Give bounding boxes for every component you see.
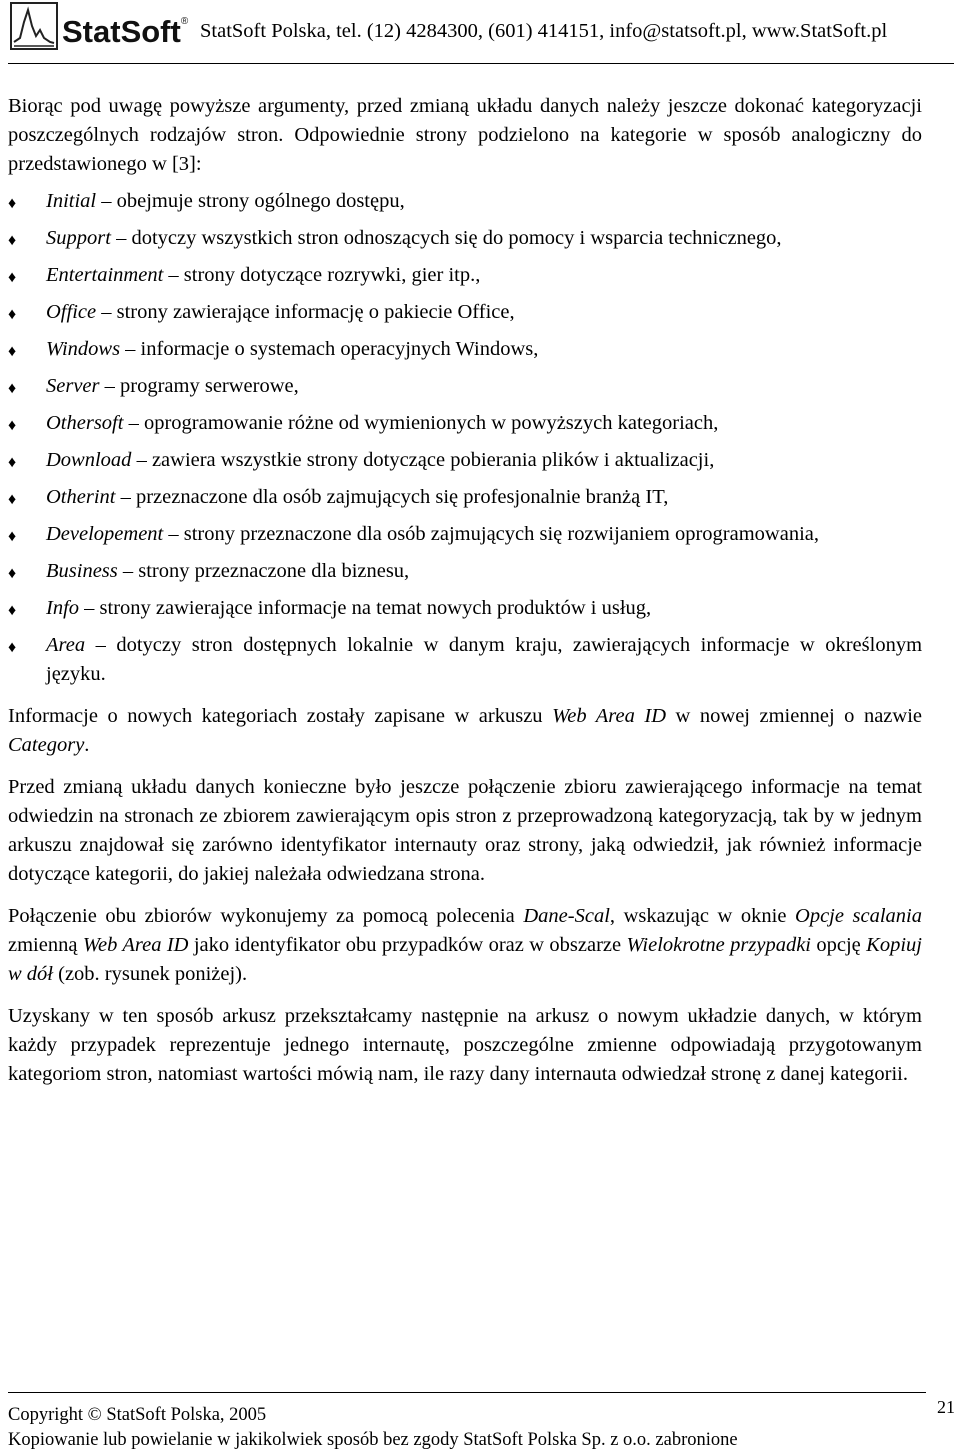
diamond-bullet-icon: ♦ <box>8 232 17 249</box>
diamond-bullet-icon: ♦ <box>8 343 17 360</box>
diamond-bullet-icon: ♦ <box>8 491 17 508</box>
category-item: ♦ Windows – informacje o systemach operacyjnych Windows, <box>8 335 922 364</box>
category-list <box>8 187 922 689</box>
category-item: ♦ Office – strony zawierające informację o pakiecie Office, <box>8 298 922 327</box>
diamond-bullet-icon: ♦ <box>8 602 17 619</box>
category-item: ♦ Developement – strony przeznaczone dla osób zajmujących się rozwijaniem oprogramowania, <box>8 520 922 549</box>
category-item: ♦ Business – strony przeznaczone dla biznesu, <box>8 557 922 586</box>
category-item: ♦ Othersoft – oprogramowanie różne od wymienionych w powyższych kategoriach, <box>8 409 922 438</box>
category-item: ♦ Info – strony zawierające informacje na temat nowych produktów i usług, <box>8 594 922 623</box>
intro-paragraph: Biorąc pod uwagę powyższe argumenty, przed zmianą układu danych należy jeszcze dokonać kategoryzacji poszczególnych rodzajów stron. Odpowiednie strony podzielono na kategorie w sposób analogiczny do przedstawionego w [3]: <box>8 95 922 175</box>
diamond-bullet-icon: ♦ <box>8 195 17 212</box>
merge-requirement-paragraph: Przed zmianą układu danych konieczne było jeszcze połączenie zbioru zawierającego informacje na temat odwiedzin na stronach ze zbiorem zawierającym opis stron z przeprowadzoną kategoryzacją, tak by w jednym arkuszu znajdował się zarówno identyfikator internauty oraz strony, jaką odwiedził, jak również informacje dotyczące kategorii, do jakiej należała odwiedzana strona. <box>8 776 922 885</box>
diamond-bullet-icon: ♦ <box>8 269 17 286</box>
diamond-bullet-icon: ♦ <box>8 565 17 582</box>
footer-notice: Kopiowanie lub powielanie w jakikolwiek sposób bez zgody StatSoft Polska Sp. z o.o. zabronione <box>8 1430 738 1450</box>
statsoft-logo-icon <box>10 2 58 50</box>
diamond-bullet-icon: ♦ <box>8 528 17 545</box>
statsoft-logo-text: StatSoft® <box>62 14 189 49</box>
header-contact: StatSoft Polska, tel. (12) 4284300, (601) 414151, info@statsoft.pl, www.StatSoft.pl <box>200 20 888 42</box>
diamond-bullet-icon: ♦ <box>8 639 17 656</box>
header-divider <box>8 63 954 64</box>
diamond-bullet-icon: ♦ <box>8 454 17 471</box>
page-number: 21 <box>937 1397 955 1417</box>
merge-procedure-paragraph: Połączenie obu zbiorów wykonujemy za pomocą polecenia Dane-Scal, wskazując w oknie Opcje scalania zmienną Web Area ID jako identyfikator obu przypadków oraz w obszarze Wielokrotne przypadki opcję Kopiuj w dół (zob. rysunek poniżej). <box>8 905 922 985</box>
category-item: ♦ Server – programy serwerowe, <box>8 372 922 401</box>
category-item: ♦ Entertainment – strony dotyczące rozrywki, gier itp., <box>8 261 922 290</box>
categories-saved-paragraph: Informacje o nowych kategoriach zostały zapisane w arkuszu Web Area ID w nowej zmiennej o nazwie Category. <box>8 705 922 756</box>
result-paragraph: Uzyskany w ten sposób arkusz przekształcamy następnie na arkusz o nowym układzie danych, w którym każdy przypadek reprezentuje jednego internautę, poszczególne zmienne odpowiadają przygotowanym kategoriom stron, natomiast wartości mówią nam, ile razy dany internauta odwiedzał stronę z danej kategorii. <box>8 1005 922 1085</box>
diamond-bullet-icon: ♦ <box>8 306 17 323</box>
footer-divider <box>8 1392 926 1393</box>
page-header <box>0 0 960 66</box>
category-item: ♦ Support – dotyczy wszystkich stron odnoszących się do pomocy i wsparcia technicznego, <box>8 224 922 253</box>
diamond-bullet-icon: ♦ <box>8 417 17 434</box>
diamond-bullet-icon: ♦ <box>8 380 17 397</box>
category-item: ♦ Area – dotyczy stron dostępnych lokalnie w danym kraju, zawierających informacje w określonym języku. <box>8 634 923 685</box>
category-item: ♦ Otherint – przeznaczone dla osób zajmujących się profesjonalnie branżą IT, <box>8 483 922 512</box>
page-content <box>8 92 922 1089</box>
footer-copyright: Copyright © StatSoft Polska, 2005 <box>8 1405 267 1425</box>
category-item: ♦ Download – zawiera wszystkie strony dotyczące pobierania plików i aktualizacji, <box>8 446 922 475</box>
page-footer <box>8 1403 738 1453</box>
category-item: ♦ Initial – obejmuje strony ogólnego dostępu, <box>8 187 922 216</box>
